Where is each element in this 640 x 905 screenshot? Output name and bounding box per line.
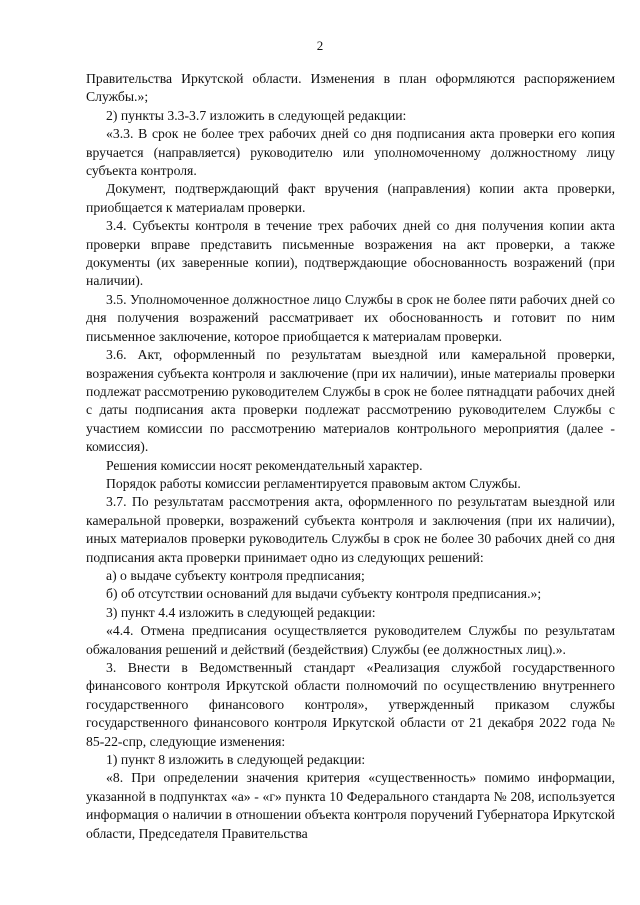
paragraph-6: 3.5. Уполномоченное должностное лицо Службы в срок не более пяти рабочих дней со дня получения возражений рассматривает их обоснованность и готовит по ним письменное заключение, которое приобщается к материалам проверки. bbox=[86, 291, 615, 344]
paragraph-8: Решения комиссии носят рекомендательный характер. bbox=[106, 457, 423, 473]
paragraph-17: «8. При определении значения критерия «существенность» помимо информации, указанной в подпунктах «а» - «г» пункта 10 Федерального стандарта № 208, используется информация о наличии в отношении объекта контроля поручений Губернатора Иркутской области, Председателя Правительства bbox=[86, 770, 615, 841]
document-body bbox=[86, 70, 615, 843]
paragraph-13: 3) пункт 4.4 изложить в следующей редакции: bbox=[106, 604, 376, 620]
paragraph-15: 3. Внести в Ведомственный стандарт «Реализация службой государственного финансового контроля Иркутской области полномочий по осуществлению внутреннего государственного финансового контроля», утвержденный приказом службы государственного финансового контроля Иркутской области от 21 декабря 2022 года № 85-22-спр, следующие изменения: bbox=[86, 660, 615, 749]
paragraph-7: 3.6. Акт, оформленный по результатам выездной или камеральной проверки, возражения субъекта контроля и заключение (при их наличии), иные материалы проверки подлежат рассмотрению руководителем Службы в срок не более пятнадцати рабочих дней с даты подписания акта проверки подлежат рассмотрению руководителем Службы с участием комиссии по рассмотрению материалов контрольного мероприятия (далее - комиссия). bbox=[86, 347, 615, 455]
paragraph-10: 3.7. По результатам рассмотрения акта, оформленного по результатам выездной или камеральной проверки, возражений субъекта контроля и заключения (при их наличии), иных материалов проверки руководитель Службы в срок не более 30 рабочих дней со дня подписания акта проверки принимает одно из следующих решений: bbox=[86, 494, 615, 565]
paragraph-14: «4.4. Отмена предписания осуществляется руководителем Службы по результатам обжалования решений и действий (бездействия) Службы (ее должностных лиц).». bbox=[86, 623, 615, 657]
paragraph-4: Документ, подтверждающий факт вручения (направления) копии акта проверки, приобщается к материалам проверки. bbox=[86, 181, 615, 215]
paragraph-12: б) об отсутствии оснований для выдачи субъекту контроля предписания.»; bbox=[106, 586, 542, 602]
paragraph-5: 3.4. Субъекты контроля в течение трех рабочих дней со дня получения копии акта проверки вправе представить письменные возражения на акт проверки, а также документы (их заверенные копии), подтверждающие обоснованность возражений (при наличии). bbox=[86, 218, 615, 289]
paragraph-2: 2) пункты 3.3-3.7 изложить в следующей редакции: bbox=[106, 107, 407, 123]
paragraph-1: Правительства Иркутской области. Изменения в план оформляются распоряжением Службы.»; bbox=[86, 71, 615, 105]
paragraph-9: Порядок работы комиссии регламентируется правовым актом Службы. bbox=[106, 475, 521, 491]
paragraph-3: «3.3. В срок не более трех рабочих дней со дня подписания акта проверки его копия вручается (направляется) руководителю или уполномоченному должностному лицу субъекта контроля. bbox=[86, 126, 615, 179]
paragraph-16: 1) пункт 8 изложить в следующей редакции: bbox=[106, 752, 366, 768]
paragraph-11: а) о выдаче субъекту контроля предписания; bbox=[106, 567, 365, 583]
page-number: 2 bbox=[316, 38, 324, 53]
